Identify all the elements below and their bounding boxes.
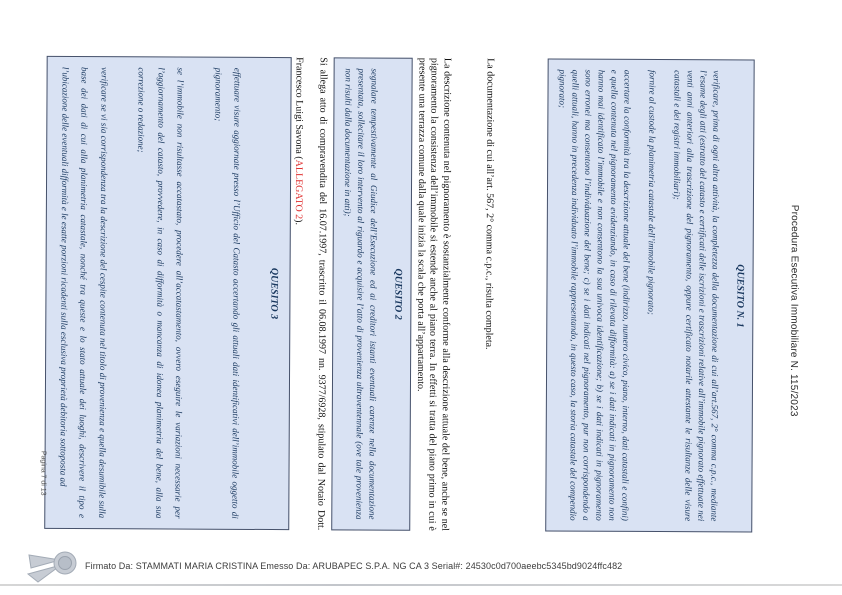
- allegato-2-reference: ALLEGATO 2: [292, 159, 305, 220]
- quesito-1-box: [545, 58, 754, 532]
- quesito-3-paragraph: se l’immobile non risultasse accatastato, procedere all’accatastamento, ovvero eseguire le variazioni necessarie per l’aggiornamento del catasto, provvedere, in caso di difformità o mancanza di idonea planimetria del bene, alla sua correzione o redazione;: [136, 67, 187, 519]
- document-header: Procedura Esecutiva Immobiliare N. 115/2023: [787, 204, 800, 417]
- quesito-1-paragraph: fornire al custode la planimetria catastale dell’immobile pignorato;: [646, 69, 658, 315]
- page-number: Pagina 7 di 13: [39, 450, 47, 496]
- quesito-2-paragraph: segnalare tempestivamente al Giudice dell’Esecuzione ed ai creditori istanti eventuali carenze nella documentazione presentata, sollecitare il loro intervento al riguardo e acquisire l’atto di provenienza ultraventennale (ove tale provenienza non risulti dalla documentazione in atti);: [342, 68, 380, 520]
- quesito-3-box: [45, 56, 292, 530]
- page-bottom-edge: [0, 584, 842, 586]
- quesito-1-title: QUESITO N. 1: [734, 264, 746, 328]
- answer-quesito-2: [284, 57, 334, 530]
- quesito-1-paragraph: accertare la conformità tra la descrizione attuale del bene (indirizzo, numero civico, piano, interno, dati catastali e confini) e quella contenuta nel pignoramento evidenziando, in caso di rilevata difformità: a) se i dati indicati in pignoramento non hanno mai identificato l’immobile e non consentono la sua univoca identificazione; b) se i dati indicati in pignoramento sono erronei ma consentono l’individuazione del bene; c) se i dati indicati nel pignoramento, pur non corrispondendo a quelli attuali, hanno in precedenza individuato l’immobile rappresentando, in questo caso, la storia catastale del compendio pignorato;: [557, 69, 633, 521]
- answer-quesito-2-text-end: ).: [292, 219, 304, 226]
- answer-quesito-1-completeness: La documentazione di cui all’art. 567, 2° comma c.p.c., risulta completa.: [483, 58, 496, 350]
- answer-quesito-2-text: Si allega atto di compravendita del 16.07.1997, trascritto il 06.08.1997 nn. 9377/6928, stipulato dal Notaio Dott. Francesco Luigi Savona (: [293, 57, 329, 531]
- quesito-1-paragraph: verificare, prima di ogni altra attività, la completezza della documentazione di cui all’art.567, 2° comma c.p.c., mediante l’esame degli atti (estratto del catasto e certificati delle iscrizioni e trascrizioni relative all’immobile pignorato effettuate nei venti anni anteriori alla trascrizione del pignoramento, oppure certificato notarile attestante le risultanze delle visure catastali e dei registri immobiliari);: [671, 70, 722, 522]
- quesito-3-title: QUESITO 3: [268, 267, 280, 320]
- signature-bar-text: Firmato Da: STAMMATI MARIA CRISTINA Emesso Da: ARUBAPEC S.P.A. NG CA 3 Serial#: 24530c0d700aeebc5345bd9024ffc482: [85, 561, 623, 571]
- quesito-2-title: QUESITO 2: [392, 268, 404, 320]
- answer-quesito-1-description: La descrizione contenuta nel pignoramento è sostanzialmente conforme alla descrizione attuale del bene, anche se nel pignoramento la consistenza dell’immobile si estende anche al piano terra. In effetti si tratta del piano primo in cui è presente una terrazza comune dalla quale inizia la scala che porta all’appartamento.: [414, 57, 453, 531]
- quesito-3-paragraph: effettuare visure aggiornate presso l’Ufficio del Catasto accertando gli attuali dati identificativi dell’immobile oggetto di pignoramento;: [213, 67, 244, 519]
- quesito-3-paragraph: verificare se vi sia corrispondenza tra la descrizione del cespite contenuta nel titolo di provenienza e quella desumibile sulla base dei dati di cui alla planimetria catastale, nonché tra queste e lo stato attuale dei luoghi, descrivere il tipo e l’ubicazione delle eventuali difformità e le esatte porzioni ricadenti sulla esclusiva proprietà debitoria sottoposta ad: [58, 66, 110, 519]
- digital-signature-seal-icon: [26, 541, 80, 587]
- quesito-2-box: [331, 57, 412, 530]
